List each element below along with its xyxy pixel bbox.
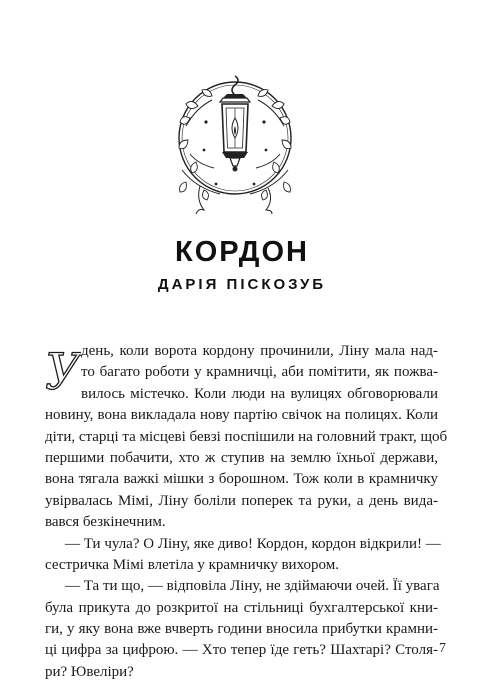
- story-text: [45, 341, 448, 683]
- text-line: вона тягала важкі мішки з борошном. Тож коли в крамничку: [45, 471, 438, 488]
- text-line: ги, у яку вона вже вчверть години вносила прибутки крамни-: [45, 621, 438, 638]
- text-line: сестричка Мімі влетіла у крамничку вихором.: [45, 556, 339, 573]
- text-line: діти, старці та місцеві бевзі поспішили на головний тракт, щоб: [45, 428, 448, 445]
- text-line: була прикута до розкритої на стільниці бухгалтерської кни-: [45, 599, 438, 616]
- text-line: то багато роботи у крамничці, аби помітити, як пожва-: [81, 364, 438, 381]
- chapter-title: КОРДОН: [175, 236, 309, 268]
- text-line: — Ти чула? О Ліну, яке диво! Кордон, кордон відкрили! —: [65, 535, 441, 552]
- text-line: увірвалась Мімі, Ліну боліли поперек та руки, а день вида-: [45, 492, 438, 509]
- text-line: першими побачити, хто ж ступив на землю їхньої держави,: [45, 449, 438, 466]
- text-line: ці цифра за цифрою. — Хто тепер їде геть? Шахтарі? Столя-: [45, 642, 438, 659]
- lantern-wreath-icon: [160, 66, 310, 216]
- author-name: ДАРІЯ ПІСКОЗУБ: [157, 276, 327, 293]
- page-number: 7: [439, 641, 446, 656]
- text-line: новину, вона викладала нову партію свічок на полицях. Коли: [45, 407, 438, 424]
- text-line: — Та ти що, — відповіла Ліну, не здіймаючи очей. Її увага: [65, 578, 440, 595]
- text-line: день, коли ворота кордону прочинили, Ліну мала над-: [81, 343, 438, 359]
- text-line: ри? Ювеліри?: [45, 663, 134, 680]
- drop-cap-letter: У: [45, 345, 81, 397]
- text-line: вилось містечко. Коли люди на вулицях обговорювали: [81, 385, 438, 402]
- text-line: вався безкінечним.: [45, 514, 166, 531]
